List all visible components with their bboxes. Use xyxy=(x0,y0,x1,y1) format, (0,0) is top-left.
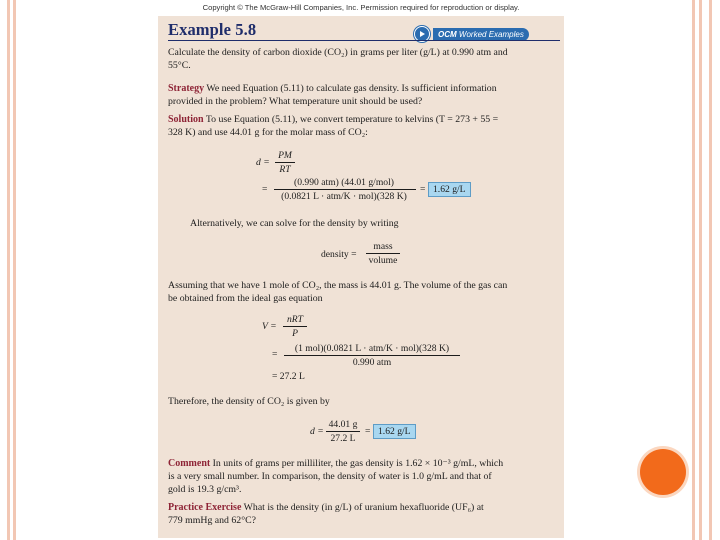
eq3-num2: (1 mol)(0.0821 L · atm/K · mol)(328 K) xyxy=(294,343,450,354)
problem-line-1: Calculate the density of carbon dioxide (CO₂) in grams per liter (g/L) at 0.990 atm and xyxy=(168,47,508,58)
right-border-stripe-outer xyxy=(709,0,712,540)
banner-text: Worked Examples xyxy=(458,29,524,39)
eq1-lhs-text: d = xyxy=(256,157,270,168)
comment-label: Comment xyxy=(168,458,211,469)
solution-label: Solution xyxy=(168,114,204,125)
eq3-num-text: nRT xyxy=(287,314,303,325)
solution-line-2: 328 K) and use 44.01 g for the molar mass of CO₂: xyxy=(168,127,368,138)
banner-brand: OCM xyxy=(438,29,457,39)
eq1-num: PM xyxy=(278,150,292,161)
eq3-den xyxy=(282,328,308,339)
eq3-num xyxy=(282,314,308,325)
comment-line-3: gold is 19.3 g/cm³. xyxy=(168,484,242,495)
eq3-lhs-text: V = xyxy=(262,321,277,332)
page-title: Example 5.8 xyxy=(168,20,257,39)
comment-line-2: is a very small number. In comparison, the density of water is 1.0 g/mL and that of xyxy=(168,471,492,482)
eq4-lhs xyxy=(310,426,324,437)
eq1-equals: = xyxy=(262,184,268,195)
left-border-stripe-inner xyxy=(13,0,16,540)
eq4-den: 27.2 L xyxy=(330,433,356,444)
eq1-num2: (0.990 atm) (44.01 g/mol) xyxy=(294,177,394,188)
practice-line-2: 779 mmHg and 62°C? xyxy=(168,515,256,526)
eq3-den2: 0.990 atm xyxy=(352,357,392,368)
banner-label xyxy=(433,28,529,41)
strategy-label: Strategy xyxy=(168,83,205,94)
slide-accent-circle xyxy=(640,449,686,495)
copyright-notice: Copyright © The McGraw-Hill Companies, Inc. Permission required for reproduction or display. xyxy=(158,0,564,16)
solution-line-1 xyxy=(168,113,498,126)
eq3-result: = 27.2 L xyxy=(272,371,305,382)
eq1-answer-equals: = xyxy=(420,184,426,195)
strategy-line-1 xyxy=(168,82,497,95)
comment-line-1 xyxy=(168,457,503,470)
eq3-den-text: P xyxy=(292,328,298,339)
eq1-lhs xyxy=(256,157,270,168)
assuming-line-2: be obtained from the ideal gas equation xyxy=(168,293,323,304)
eq4-lhs-text: d = xyxy=(310,426,324,437)
eq3-equals: = xyxy=(272,349,278,360)
eq3-fraction-bar-2 xyxy=(284,355,460,356)
eq1-fraction-bar-2 xyxy=(274,189,416,190)
left-border-stripe xyxy=(7,0,10,540)
eq4-num: 44.01 g xyxy=(328,419,358,430)
strategy-text: We need Equation (5.11) to calculate gas density. Is sufficient information xyxy=(206,83,497,94)
right-border-stripe-inner xyxy=(699,0,702,540)
assuming-line-1: Assuming that we have 1 mole of CO₂, the mass is 44.01 g. The volume of the gas can xyxy=(168,280,508,291)
eq4-fraction-bar xyxy=(326,431,360,432)
eq2-num: mass xyxy=(373,241,393,252)
strategy-line-2: provided in the problem? What temperature unit should be used? xyxy=(168,96,423,107)
eq1-den: RT xyxy=(279,164,291,175)
problem-line-2: 55°C. xyxy=(168,60,191,71)
eq1-fraction-den xyxy=(274,164,296,175)
eq1-fraction-num xyxy=(274,150,296,161)
practice-line-1 xyxy=(168,501,484,514)
eq1-answer-box: 1.62 g/L xyxy=(428,182,471,197)
eq2-den: volume xyxy=(368,255,398,266)
eq3-fraction-bar xyxy=(283,326,307,327)
textbook-page xyxy=(158,16,564,538)
eq4-answer-box: 1.62 g/L xyxy=(373,424,416,439)
eq1-den2: (0.0821 L · atm/K · mol)(328 K) xyxy=(281,191,407,202)
eq3-lhs xyxy=(262,321,277,332)
right-border-stripe xyxy=(692,0,695,540)
comment-text: In units of grams per milliliter, the gas density is 1.62 × 10⁻³ g/mL, which xyxy=(212,458,504,469)
title-rule xyxy=(168,40,560,41)
solution-text: To use Equation (5.11), we convert temperature to kelvins (T = 273 + 55 = xyxy=(205,114,499,125)
therefore-text: Therefore, the density of CO₂ is given by xyxy=(168,396,330,407)
eq4-equals: = xyxy=(365,426,371,437)
practice-text: What is the density (in g/L) of uranium hexafluoride (UF₆) at xyxy=(243,502,484,513)
eq1-fraction-bar xyxy=(275,162,295,163)
eq2-fraction-bar xyxy=(366,253,400,254)
practice-label: Practice Exercise xyxy=(168,502,242,513)
eq2-lhs: density = xyxy=(321,249,357,260)
alternatively-text: Alternatively, we can solve for the density by writing xyxy=(190,218,399,229)
